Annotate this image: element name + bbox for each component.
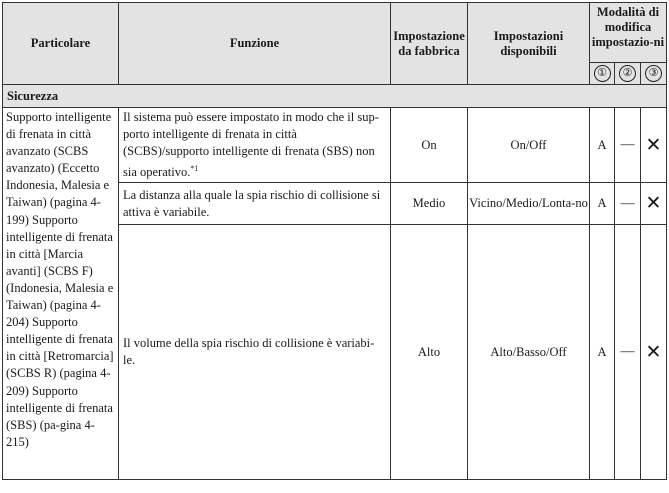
cross-icon: ✕ [641,183,667,225]
circled-number-2: ② [619,65,636,82]
disponibili-cell: Alto/Basso/Off [468,225,590,480]
mode-2-cell: — [615,183,641,225]
funzione-text: Il sistema può essere impostato in modo che il sup-porto intelligente di frenata in città (SCBS)/supporto intelligente di frenata (SBS) non sia operativo. [123,110,379,180]
funzione-cell: Il volume della spia rischio di collisione è variabi-le. [119,225,391,480]
disponibili-cell: On/Off [468,108,590,183]
circled-number-3: ③ [645,65,662,82]
header-mode-2 [615,63,641,85]
header-funzione: Funzione [119,3,391,85]
cross-icon: ✕ [641,225,667,480]
footnote-marker: *1 [190,164,199,173]
header-particolare: Particolare [3,3,119,85]
fabbrica-cell: Alto [391,225,468,480]
mode-1-cell: A [590,108,615,183]
disponibili-cell: Vicino/Medio/Lonta-no [468,183,590,225]
header-impostazione-fabbrica: Impostazione da fabbrica [391,3,468,85]
header-mode-1 [590,63,615,85]
header-modalita: Modalità di modifica impostazio-ni [590,3,667,63]
table-row [3,108,667,183]
fabbrica-cell: On [391,108,468,183]
cross-icon: ✕ [641,108,667,183]
settings-table [2,2,667,480]
header-mode-3 [641,63,667,85]
mode-1-cell: A [590,183,615,225]
mode-2-cell: — [615,108,641,183]
mode-1-cell: A [590,225,615,480]
particolare-cell: Supporto intelligente di frenata in città avanzato (SCBS avanzato) (Eccetto Indonesia, Malesia e Taiwan) (pagina 4-199) Supporto intelligente di frenata in città [Marcia avanti] (SCBS F) (Indonesia, Malesia e Taiwan) (pagina 4-204) Supporto intelligente di frenata in città [Retromarcia] (SCBS R) (pagina 4-209) Supporto intelligente di frenata (SBS) (pa-gina 4-215) [3,108,119,480]
funzione-cell [119,108,391,183]
mode-2-cell: — [615,225,641,480]
section-title: Sicurezza [3,85,667,108]
fabbrica-cell: Medio [391,183,468,225]
circled-number-1: ① [594,65,611,82]
funzione-cell: La distanza alla quale la spia rischio di collisione si attiva è variabile. [119,183,391,225]
header-impostazioni-disponibili: Impostazioni disponibili [468,3,590,85]
